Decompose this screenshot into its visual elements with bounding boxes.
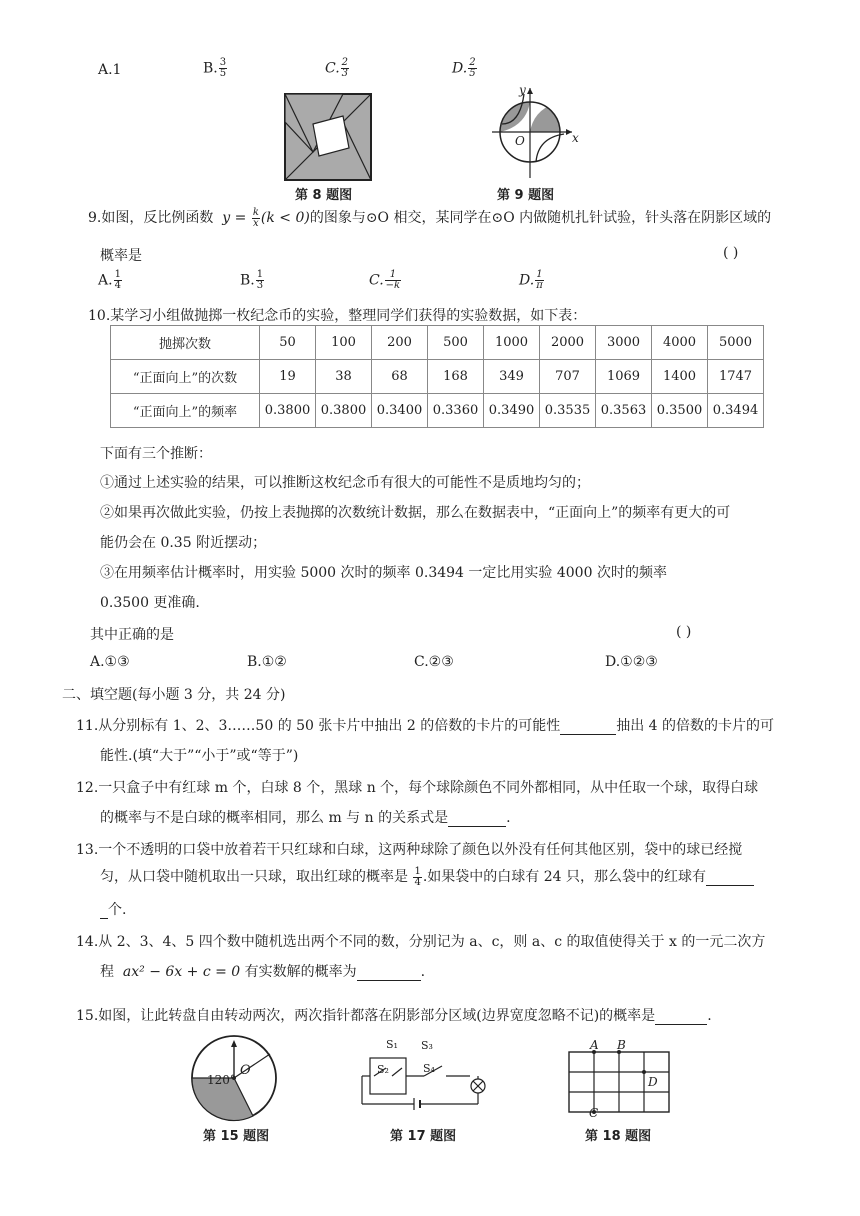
q13-blank[interactable] [706,869,754,886]
figure-9-circle-hyperbola [488,84,578,184]
fig17-switch-s4: S₄ [423,1062,435,1075]
q10-option-c: C.②③ [414,654,454,670]
q8-option-c: C. $\frac{2}{3}$ [325,57,349,79]
q12-blank[interactable] [448,810,506,827]
q8-option-b: B. $\frac{3}{5}$ [203,57,227,79]
table-cell: 3000 [596,326,652,360]
q15-line1: 15.如图，让此转盘自由转动两次，两次指针都落在阴影部分区域(边界宽度忽略不记)的概率是 . [76,1008,712,1024]
q11-blank[interactable] [560,718,616,735]
figure-9-caption: 第 9 题图 [497,188,555,203]
table-cell: 5000 [708,326,764,360]
figure-8-caption: 第 8 题图 [295,188,353,203]
q10-data-table [110,325,764,428]
table-cell: 19 [260,360,316,394]
table-cell: “正面向上”的频率 [111,394,260,428]
figure-18-caption: 第 18 题图 [585,1129,652,1144]
table-row [111,394,764,428]
q11-line2: 能性.(填“大于”“小于”或“等于”) [100,748,299,764]
q14-line2: 程 ax² − 6x + c = 0 有实数解的概率为 . [100,964,426,980]
q10-lead: 下面有三个推断： [100,446,212,462]
figure-17-caption: 第 17 题图 [390,1129,457,1144]
q10-intro: 10.某学习小组做抛掷一枚纪念币的实验，整理同学们获得的实验数据，如下表： [88,308,587,324]
fig18-point-d: D [648,1075,658,1089]
table-cell: 200 [372,326,428,360]
table-cell: 0.3535 [540,394,596,428]
q12-line2: 的概率与不是白球的概率相同，那么 m 与 n 的关系式是 . [100,810,511,826]
table-cell: 2000 [540,326,596,360]
q14-line1: 14.从 2、3、4、5 四个数中随机选出两个不同的数，分别记为 a、c，则 a、c 的取值使得关于 x 的一元二次方 [76,934,766,950]
q9-stem-line1: 9.如图，反比例函数 y = $\frac{k}{x}$ (k < 0)的图象与⊙O 相交，某同学在⊙O 内做随机扎针试验，针头落在阴影区域的 [88,206,772,229]
q13-line1: 13.一个不透明的口袋中放着若干只红球和白球，这两种球除了颜色以外没有任何其他区别，袋中的球已经搅 [76,842,743,858]
fig9-x-label: x [572,131,579,145]
q10-statement-2-line1: ②如果再次做此实验，仍按上表抛掷的次数统计数据，那么在数据表中，“正面向上”的频率有更大的可 [100,505,731,521]
q14-blank[interactable] [357,964,421,981]
q10-answer-paren: ( ) [676,624,692,640]
table-cell: 349 [484,360,540,394]
q12-line1: 12.一只盒子中有红球 m 个，白球 8 个，黑球 n 个，每个球除颜色不同外都相同，从中任取一个球，取得白球 [76,780,759,796]
table-cell: 0.3500 [652,394,708,428]
table-cell: 0.3490 [484,394,540,428]
table-cell: 50 [260,326,316,360]
table-cell: 1069 [596,360,652,394]
q8-option-a: A.1 [98,62,122,78]
q10-statement-1: ①通过上述实验的结果，可以推断这枚纪念币有很大的可能性不是质地均匀的； [100,475,590,491]
q10-option-a: A.①③ [90,654,130,670]
fig15-angle-label: 120° [207,1073,236,1087]
q10-option-d: D.①②③ [605,654,658,670]
q9-option-d: D. $\frac{1}{\pi}$ [519,269,543,291]
table-row [111,360,764,394]
fig18-point-a: A [590,1038,599,1052]
table-cell: 707 [540,360,596,394]
figure-15-caption: 第 15 题图 [203,1129,270,1144]
table-cell: 0.3360 [428,394,484,428]
table-cell: 0.3400 [372,394,428,428]
q13-line2: 匀，从口袋中随机取出一只球，取出红球的概率是 $\frac{1}{4}$ .如果袋中的白球有 24 只，那么袋中的红球有 [100,866,754,888]
q8-option-d: D. $\frac{2}{5}$ [452,57,476,79]
q15-blank[interactable] [655,1008,707,1025]
table-cell: 38 [316,360,372,394]
table-cell: 1000 [484,326,540,360]
table-cell: 0.3800 [260,394,316,428]
fig17-switch-s1: S₁ [386,1038,398,1051]
q13-line3: 个. [100,899,126,919]
q11-line1: 11.从分别标有 1、2、3……50 的 50 张卡片中抽出 2 的倍数的卡片的可能性 抽出 4 的倍数的卡片的可 [76,718,775,734]
table-row [111,326,764,360]
fig15-center-label: O [240,1063,251,1078]
figure-8-square-diagram [283,92,375,182]
table-cell: 1400 [652,360,708,394]
table-cell: 0.3800 [316,394,372,428]
table-cell: 4000 [652,326,708,360]
section-2-heading: 二、填空题(每小题 3 分，共 24 分) [62,687,286,703]
q9-stem-line2: 概率是 [100,248,142,264]
fig9-y-label: y [519,83,526,97]
table-cell: 500 [428,326,484,360]
fig17-switch-s2: S₂ [377,1063,389,1076]
table-cell: 0.3494 [708,394,764,428]
table-cell: 0.3563 [596,394,652,428]
q9-option-a: A. $\frac{1}{4}$ [98,269,121,291]
table-cell: 100 [316,326,372,360]
fig9-origin-label: O [515,134,525,148]
q9-option-b: B. $\frac{1}{3}$ [240,269,264,291]
q10-statement-3-line1: ③在用频率估计概率时，用实验 5000 次时的频率 0.3494 一定比用实验 4000 次时的频率 [100,565,667,581]
q9-answer-paren: ( ) [723,245,739,261]
table-cell: 1747 [708,360,764,394]
q10-question: 其中正确的是 [90,627,174,643]
q10-statement-2-line2: 能仍会在 0.35 附近摆动； [100,535,267,551]
table-cell: 68 [372,360,428,394]
fig18-point-b: B [617,1038,626,1052]
table-cell: 168 [428,360,484,394]
table-cell: 抛掷次数 [111,326,260,360]
q9-option-c: C. $\frac{1}{-k}$ [369,269,401,291]
q10-option-b: B.①② [247,654,287,670]
fig18-point-c: C [589,1106,599,1120]
q10-statement-3-line2: 0.3500 更准确. [100,595,200,611]
fig17-switch-s3: S₃ [421,1039,433,1052]
table-cell: “正面向上”的次数 [111,360,260,394]
